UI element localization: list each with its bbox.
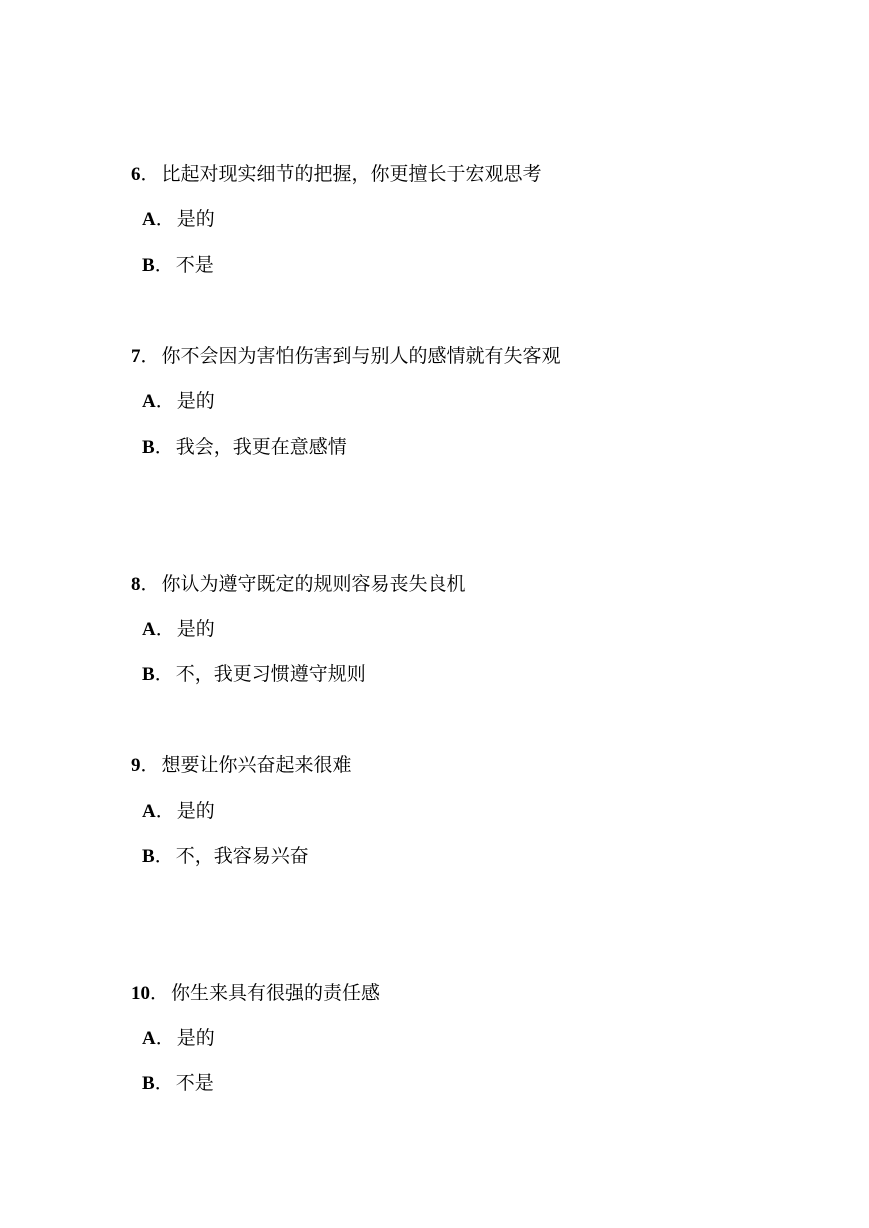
number-separator: ．	[140, 163, 160, 185]
question-8-option-b	[142, 662, 366, 687]
question-number: 8	[131, 574, 141, 595]
option-separator: ．	[154, 663, 174, 685]
option-text: 是的	[176, 390, 215, 412]
number-separator: ．	[140, 345, 160, 367]
option-label: B	[142, 846, 155, 867]
number-separator: ．	[140, 573, 160, 595]
question-8	[131, 572, 466, 597]
option-separator: ．	[155, 618, 175, 640]
option-text: 不是	[175, 254, 214, 276]
question-7-option-b	[142, 435, 347, 460]
option-text: 是的	[176, 208, 215, 230]
option-separator: ．	[154, 845, 174, 867]
option-text: 是的	[176, 800, 215, 822]
option-text: 不是	[175, 1072, 214, 1094]
option-separator: ．	[154, 254, 174, 276]
option-text: 不，我更习惯遵守规则	[175, 663, 366, 685]
option-label: B	[142, 664, 155, 685]
question-9-option-b	[142, 844, 309, 869]
option-separator: ．	[155, 1027, 175, 1049]
question-9-option-a	[142, 799, 215, 824]
option-separator: ．	[155, 390, 175, 412]
option-text: 不，我容易兴奋	[175, 845, 309, 867]
option-separator: ．	[154, 1072, 174, 1094]
option-separator: ．	[155, 800, 175, 822]
option-text: 是的	[176, 1027, 215, 1049]
question-7	[131, 344, 561, 369]
question-text: 比起对现实细节的把握，你更擅长于宏观思考	[161, 163, 542, 185]
number-separator: ．	[140, 754, 160, 776]
question-6-option-b	[142, 253, 214, 278]
question-7-option-a	[142, 389, 215, 414]
question-8-option-a	[142, 617, 215, 642]
question-text: 你不会因为害怕伤害到与别人的感情就有失客观	[161, 345, 561, 367]
option-label: A	[142, 209, 156, 230]
question-text: 想要让你兴奋起来很难	[161, 754, 352, 776]
question-10-option-b	[142, 1071, 214, 1096]
question-10-option-a	[142, 1026, 215, 1051]
option-label: A	[142, 1028, 156, 1049]
option-text: 是的	[176, 618, 215, 640]
question-6-option-a	[142, 207, 215, 232]
option-label: B	[142, 1073, 155, 1094]
number-separator: ．	[150, 982, 170, 1004]
question-text: 你生来具有很强的责任感	[171, 982, 381, 1004]
option-label: A	[142, 801, 156, 822]
question-6	[131, 162, 542, 187]
option-text: 我会，我更在意感情	[175, 436, 347, 458]
question-number: 9	[131, 755, 141, 776]
question-10	[131, 981, 380, 1006]
question-9	[131, 753, 352, 778]
option-separator: ．	[154, 436, 174, 458]
option-label: B	[142, 437, 155, 458]
option-label: A	[142, 619, 156, 640]
option-label: A	[142, 391, 156, 412]
question-number: 10	[131, 983, 150, 1004]
question-text: 你认为遵守既定的规则容易丧失良机	[161, 573, 466, 595]
question-number: 7	[131, 346, 141, 367]
option-separator: ．	[155, 208, 175, 230]
option-label: B	[142, 255, 155, 276]
question-number: 6	[131, 164, 141, 185]
